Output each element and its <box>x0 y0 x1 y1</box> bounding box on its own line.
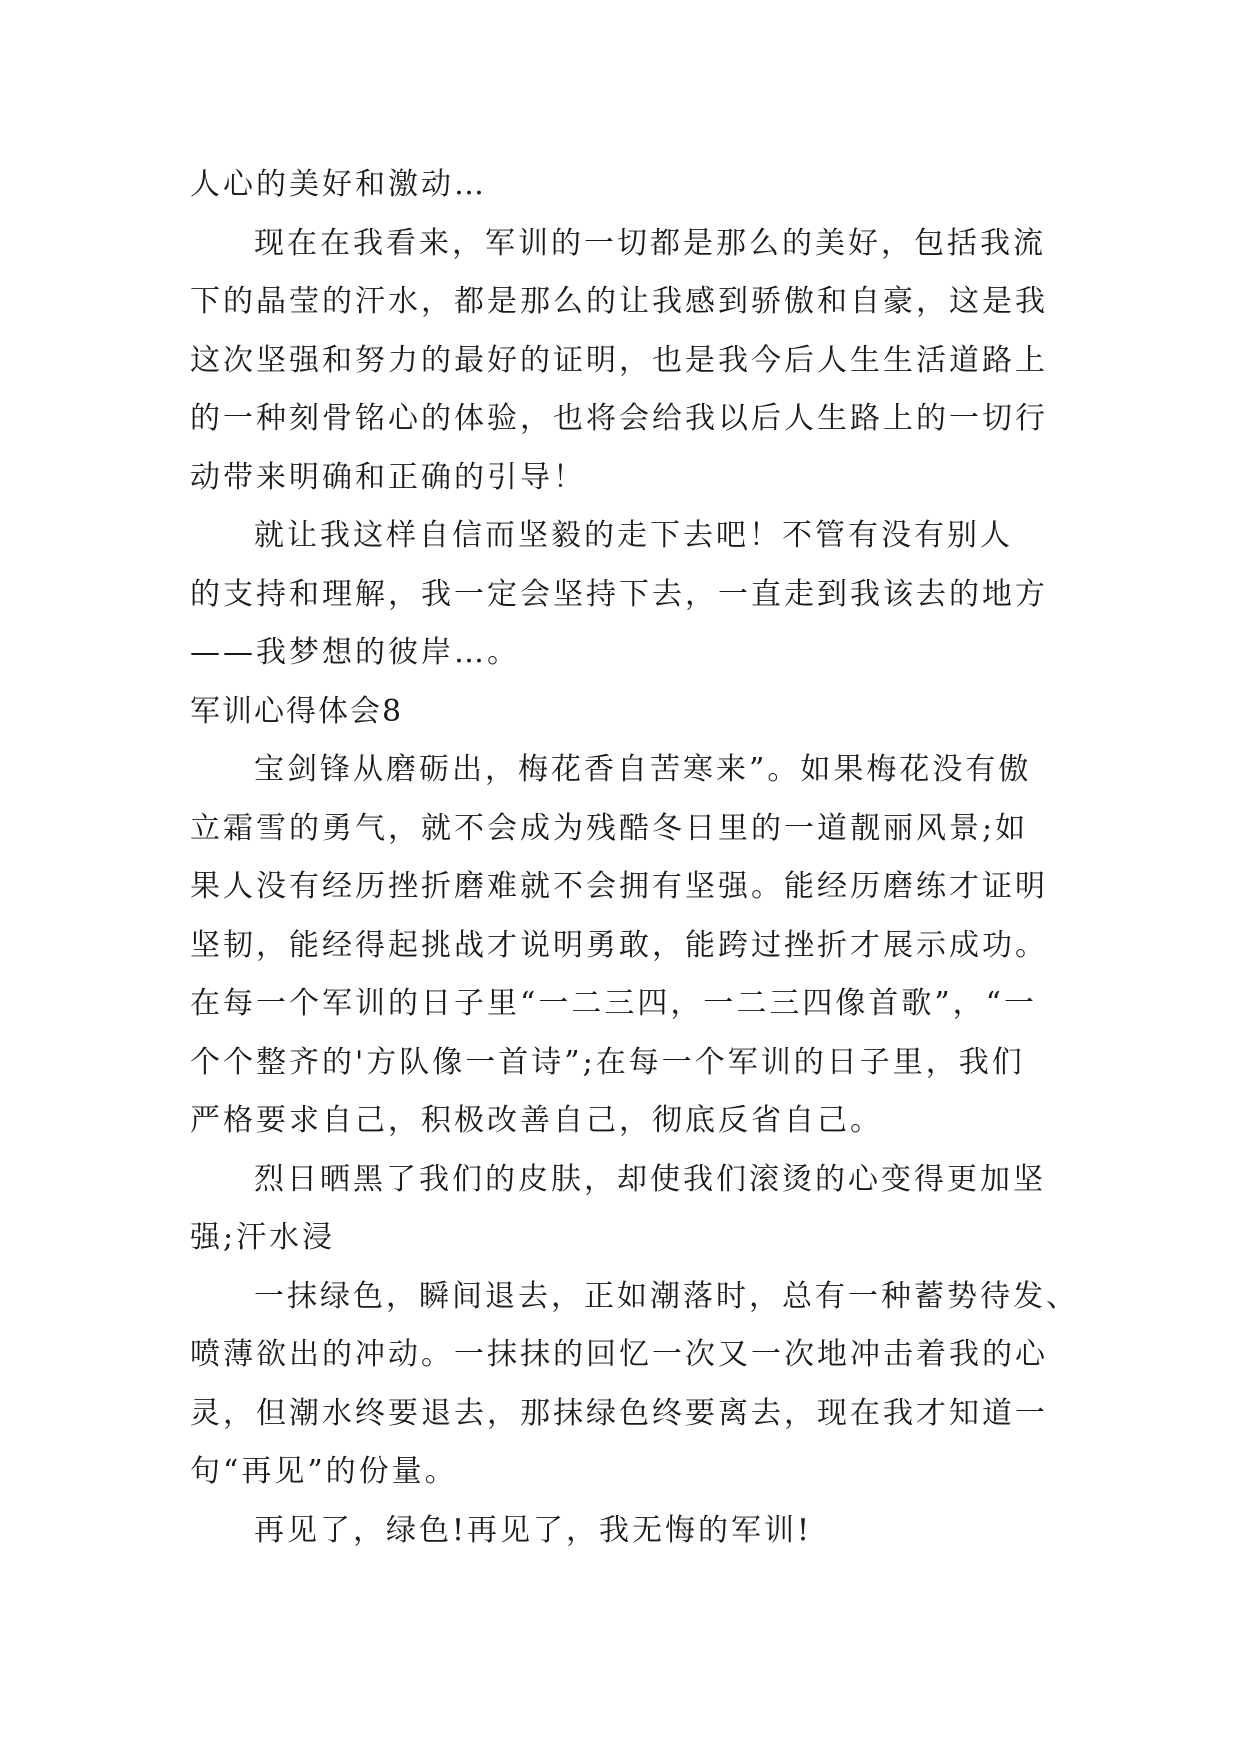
text-line: 这次坚强和努力的最好的证明，也是我今后人生生活道路上 <box>190 342 1048 378</box>
paragraph <box>190 1502 1050 1561</box>
text-line: 个个整齐的'方队像一首诗”;在每一个军训的日子里，我们 <box>190 1044 1025 1080</box>
text-line: 现在在我看来，军训的一切都是那么的美好，包括我流 <box>254 225 1046 261</box>
section-heading <box>190 683 1050 742</box>
text-line: 的支持和理解，我一定会坚持下去，一直走到我该去的地方 <box>190 576 1048 612</box>
text-line: 就让我这样自信而坚毅的走下去吧！不管有没有别人 <box>254 518 1013 553</box>
paragraph <box>190 156 1050 215</box>
text-line: 在每一个军训的日子里“一二三四，一二三四像首歌”，“一 <box>190 986 1038 1021</box>
text-line: 灵，但潮水终要退去，那抹绿色终要离去，现在我才知道一 <box>190 1395 1048 1431</box>
text-line: 人心的美好和激动… <box>190 167 487 202</box>
paragraph <box>190 741 1050 1151</box>
paragraph <box>190 215 1050 508</box>
text-line: 强;汗水浸 <box>190 1220 336 1255</box>
text-line: 宝剑锋从磨砺出，梅花香自苦寒来”。如果梅花没有傲 <box>254 752 1032 787</box>
text-line: 烈日晒黑了我们的皮肤，却使我们滚烫的心变得更加坚 <box>254 1161 1046 1197</box>
paragraph <box>190 1151 1050 1268</box>
heading-text: 军训心得体会8 <box>190 693 404 729</box>
text-line: 再见了，绿色!再见了，我无悔的军训! <box>254 1512 813 1548</box>
paragraph <box>190 1268 1079 1502</box>
text-line: 句“再见”的份量。 <box>190 1454 458 1489</box>
paragraph <box>190 507 1050 683</box>
text-line: 下的晶莹的汗水，都是那么的让我感到骄傲和自豪，这是我 <box>190 284 1048 319</box>
text-line: 果人没有经历挫折磨难就不会拥有坚强。能经历磨练才证明 <box>190 869 1048 904</box>
text-line: 严格要求自己，积极改善自己，彻底反省自己。 <box>190 1103 883 1138</box>
text-line: 动带来明确和正确的引导！ <box>190 459 586 495</box>
text-line: 立霜雪的勇气，就不会成为残酷冬日里的一道靓丽风景;如 <box>190 810 1029 846</box>
text-line: 的一种刻骨铭心的体验，也将会给我以后人生路上的一切行 <box>190 401 1048 436</box>
text-line: 坚韧，能经得起挑战才说明勇敢，能跨过挫折才展示成功。 <box>190 927 1048 963</box>
text-line: 喷薄欲出的冲动。一抹抹的回忆一次又一次地冲击着我的心 <box>190 1337 1048 1372</box>
document-body <box>190 156 1079 1560</box>
text-line: 一抹绿色，瞬间退去，正如潮落时，总有一种蓄势待发、 <box>254 1278 1079 1314</box>
text-line: ——我梦想的彼岸…。 <box>190 635 520 670</box>
